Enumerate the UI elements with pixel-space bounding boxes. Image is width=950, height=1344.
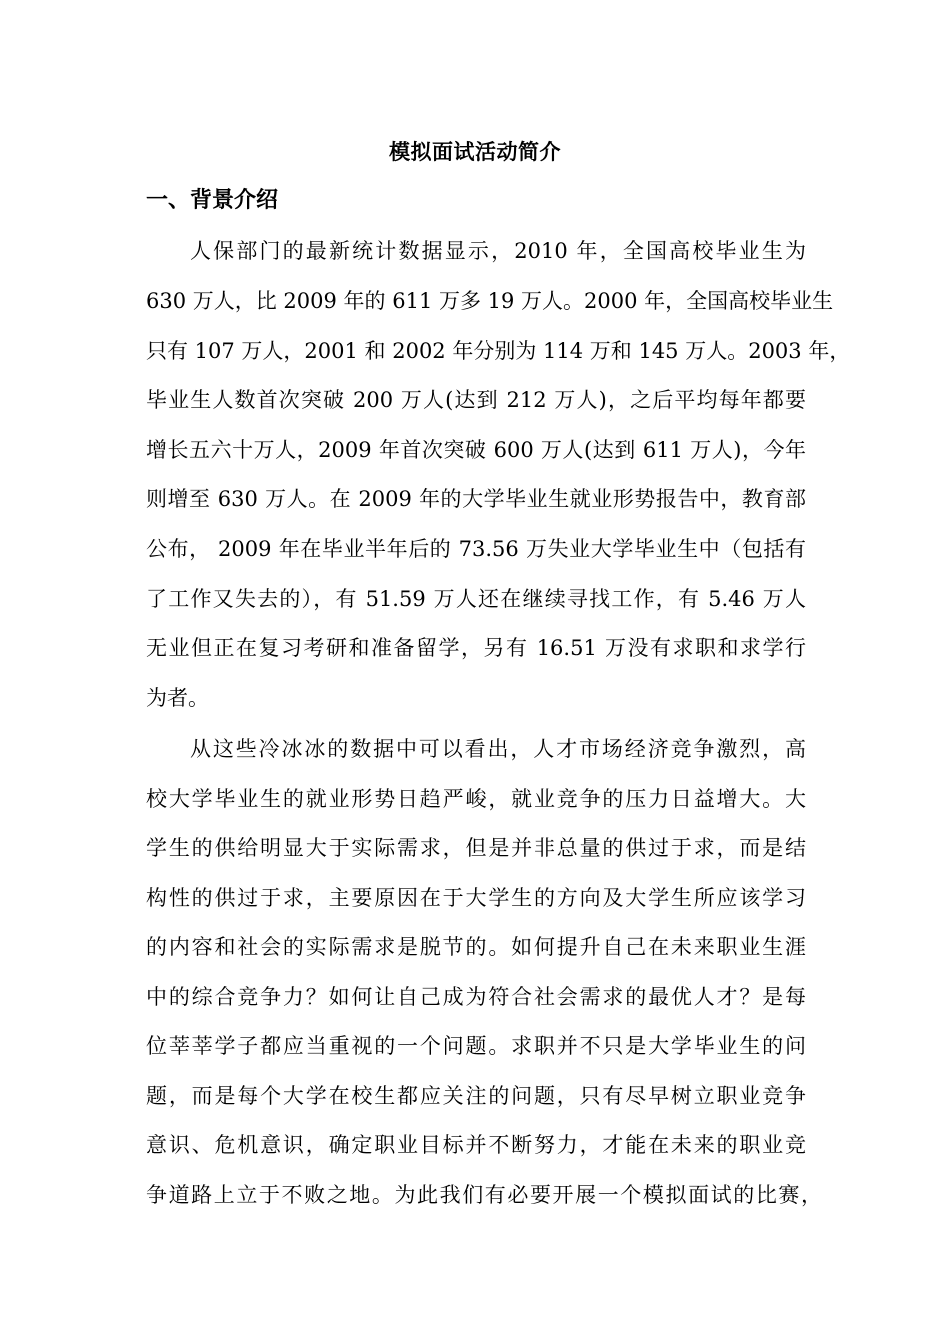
paragraph-2-line: 位莘莘学子都应当重视的一个问题。求职并不只是大学毕业生的问: [146, 1034, 806, 1058]
paragraph-1-line: 增长五六十万人，2009 年首次突破 600 万人(达到 611 万人)，今年: [146, 438, 806, 462]
paragraph-1-line: 毕业生人数首次突破 200 万人(达到 212 万人)，之后平均每年都要: [146, 388, 806, 412]
paragraph-2-line: 争道路上立于不败之地。为此我们有必要开展一个模拟面试的比赛，: [146, 1183, 822, 1207]
paragraph-2-line: 意识、危机意识，确定职业目标并不断努力，才能在未来的职业竞: [146, 1133, 806, 1157]
paragraph-2-line: 中的综合竞争力？如何让自己成为符合社会需求的最优人才？是每: [146, 985, 806, 1009]
paragraph-2-line: 的内容和社会的实际需求是脱节的。如何提升自己在未来职业生涯: [146, 935, 806, 959]
paragraph-2-line: 题，而是每个大学在校生都应关注的问题，只有尽早树立职业竞争: [146, 1084, 806, 1108]
paragraph-2-line: 从这些冷冰冰的数据中可以看出，人才市场经济竞争激烈，高: [190, 737, 806, 761]
section-heading: 一、背景介绍: [146, 188, 279, 213]
paragraph-1-line: 则增至 630 万人。在 2009 年的大学毕业生就业形势报告中，教育部: [146, 487, 806, 511]
paragraph-1-line: 为者。: [146, 686, 209, 710]
paragraph-1-line: 只有 107 万人，2001 和 2002 年分别为 114 万和 145 万人。2003 年，: [146, 339, 851, 363]
paragraph-1-line: 630 万人，比 2009 年的 611 万多 19 万人。2000 年，全国高校毕业生: [146, 289, 834, 313]
paragraph-1-line: 人保部门的最新统计数据显示，2010 年，全国高校毕业生为: [190, 239, 806, 263]
paragraph-1-line: 无业但正在复习考研和准备留学，另有 16.51 万没有求职和求学行: [146, 636, 806, 660]
paragraph-2-line: 校大学毕业生的就业形势日趋严峻，就业竞争的压力日益增大。大: [146, 787, 806, 811]
paragraph-1-line: 公布， 2009 年在毕业半年后的 73.56 万失业大学毕业生中（包括有: [146, 537, 806, 561]
paragraph-2-line: 构性的供过于求，主要原因在于大学生的方向及大学生所应该学习: [146, 886, 806, 910]
paragraph-1-line: 了工作又失去的），有 51.59 万人还在继续寻找工作，有 5.46 万人: [146, 587, 806, 611]
document-title: 模拟面试活动简介: [389, 140, 561, 164]
paragraph-2-line: 学生的供给明显大于实际需求，但是并非总量的供过于求，而是结: [146, 836, 806, 860]
